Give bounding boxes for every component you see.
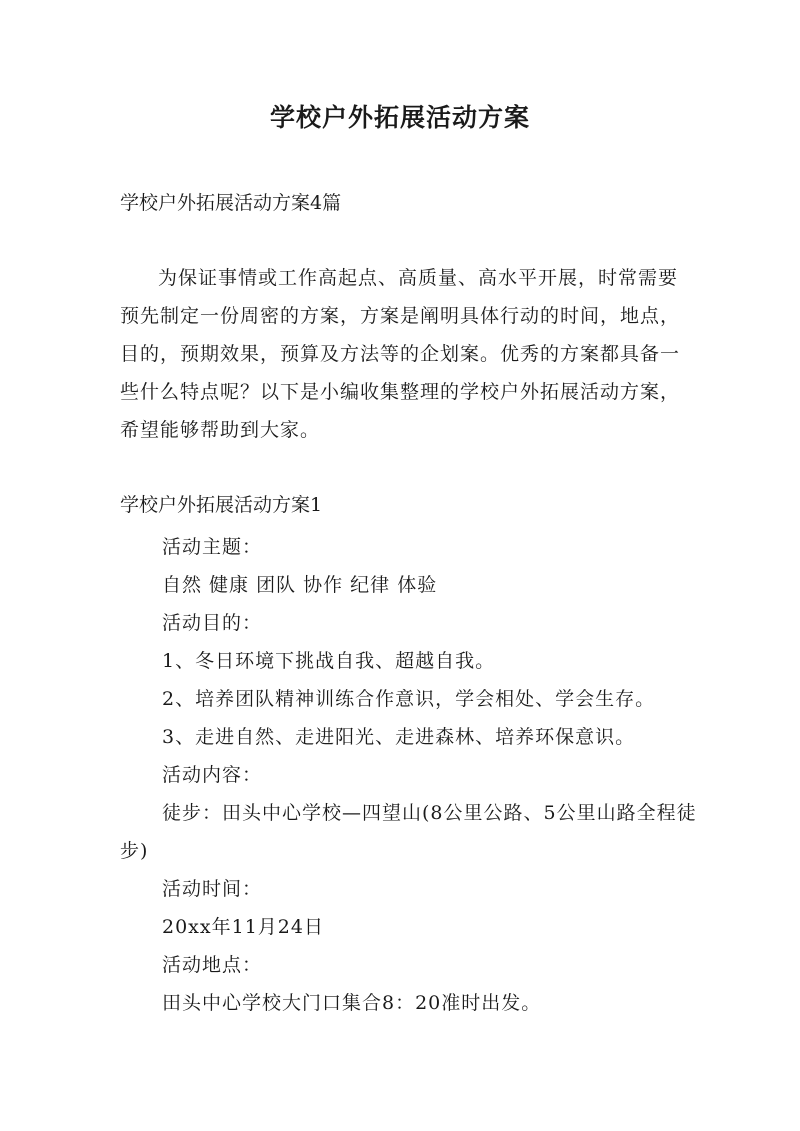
document-subtitle: 学校户外拓展活动方案4篇: [120, 192, 342, 214]
body-line: 1、冬日环境下挑战自我、超越自我。: [162, 650, 496, 672]
body-line: 徒步：田头中心学校—四望山(8公里公路、5公里山路全程徒步): [120, 802, 697, 862]
page-title: 学校户外拓展活动方案: [269, 103, 530, 132]
body-line: 田头中心学校大门口集合8：20准时出发。: [162, 992, 542, 1014]
section-heading-1: 学校户外拓展活动方案1: [120, 494, 323, 516]
intro-paragraph: 为保证事情或工作高起点、高质量、高水平开展，时常需要预先制定一份周密的方案，方案是阐明具体行动的时间，地点，目的，预期效果，预算及方法等的企划案。优秀的方案都具备一些什么特点呢？以下是小编收集整理的学校户外拓展活动方案，希望能够帮助到大家。: [120, 267, 681, 441]
body-line: 活动目的：: [162, 612, 263, 634]
body-line: 活动地点：: [162, 954, 263, 976]
body-line: 活动主题：: [162, 536, 263, 558]
body-line: 3、走进自然、走进阳光、走进森林、培养环保意识。: [162, 726, 636, 748]
body-line: 活动内容：: [162, 764, 263, 786]
body-line: 20xx年11月24日: [162, 916, 324, 938]
section-1-body: [120, 528, 705, 1022]
body-line: 2、培养团队精神训练合作意识，学会相处、学会生存。: [162, 688, 656, 710]
body-line: 自然 健康 团队 协作 纪律 体验: [162, 574, 438, 596]
body-line: 活动时间：: [162, 878, 263, 900]
